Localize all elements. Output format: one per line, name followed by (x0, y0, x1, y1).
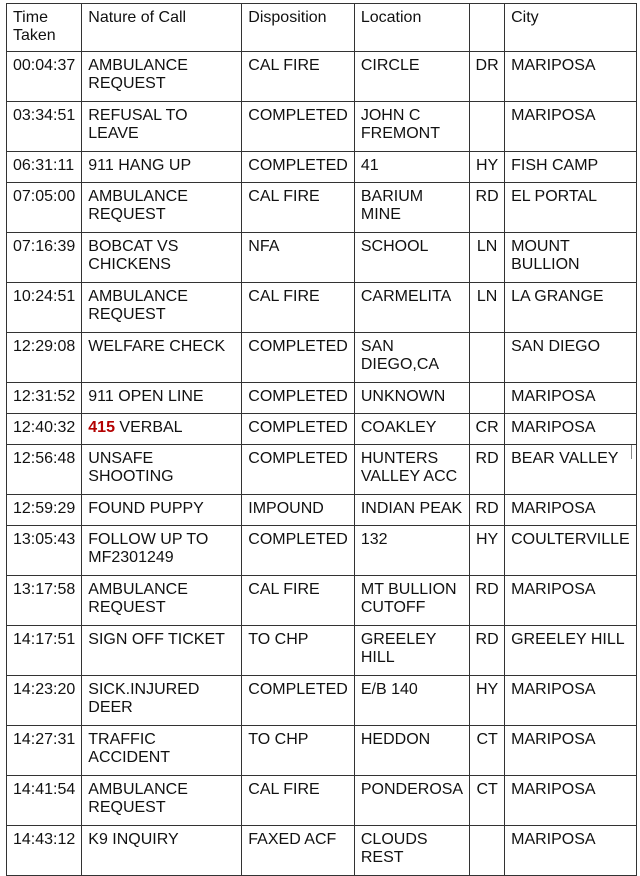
cell-disposition: CAL FIRE (242, 576, 355, 626)
cell-disposition: TO CHP (242, 626, 355, 676)
cell-disposition: COMPLETED (242, 102, 355, 152)
cell-city: EL PORTAL (505, 183, 637, 233)
cell-time: 14:23:20 (7, 676, 82, 726)
cell-disposition: COMPLETED (242, 445, 355, 495)
cell-city: MARIPOSA (505, 726, 637, 776)
cell-location: JOHN C FREMONT (354, 102, 469, 152)
table-row (7, 383, 637, 414)
cell-time: 10:24:51 (7, 283, 82, 333)
cell-disposition: CAL FIRE (242, 183, 355, 233)
cell-location: CIRCLE (354, 52, 469, 102)
table-row (7, 233, 637, 283)
table-row (7, 826, 637, 876)
header-suffix (470, 4, 505, 52)
cell-disposition: FAXED ACF (242, 826, 355, 876)
cell-time: 13:05:43 (7, 526, 82, 576)
table-row (7, 726, 637, 776)
cell-time: 00:04:37 (7, 52, 82, 102)
cell-disposition: COMPLETED (242, 383, 355, 414)
table-row (7, 776, 637, 826)
cell-time: 14:17:51 (7, 626, 82, 676)
cell-city: MARIPOSA (505, 102, 637, 152)
cell-suffix: RD (470, 445, 505, 495)
cell-nature: K9 INQUIRY (82, 826, 242, 876)
table-row (7, 676, 637, 726)
cell-time: 12:29:08 (7, 333, 82, 383)
cell-city: GREELEY HILL (505, 626, 637, 676)
cell-location: E/B 140 (354, 676, 469, 726)
cell-time: 12:31:52 (7, 383, 82, 414)
cell-nature: AMBULANCE REQUEST (82, 776, 242, 826)
cell-location: CLOUDS REST (354, 826, 469, 876)
cell-location: UNKNOWN (354, 383, 469, 414)
cell-disposition: COMPLETED (242, 676, 355, 726)
cell-city: MARIPOSA (505, 495, 637, 526)
header-location: Location (354, 4, 469, 52)
cell-city: MARIPOSA (505, 414, 637, 445)
cell-disposition: NFA (242, 233, 355, 283)
cell-disposition: CAL FIRE (242, 52, 355, 102)
cell-suffix: CR (470, 414, 505, 445)
cell-suffix: HY (470, 152, 505, 183)
cell-nature: SIGN OFF TICKET (82, 626, 242, 676)
cell-city: BEAR VALLEY (505, 445, 637, 495)
cell-time: 07:05:00 (7, 183, 82, 233)
cell-disposition: COMPLETED (242, 333, 355, 383)
cell-location: PONDEROSA (354, 776, 469, 826)
cell-disposition: IMPOUND (242, 495, 355, 526)
table-row (7, 495, 637, 526)
cell-suffix (470, 826, 505, 876)
cell-location: SCHOOL (354, 233, 469, 283)
cell-location: GREELEY HILL (354, 626, 469, 676)
cell-location: MT BULLION CUTOFF (354, 576, 469, 626)
cell-suffix: HY (470, 676, 505, 726)
cell-location: SAN DIEGO,CA (354, 333, 469, 383)
header-city: City (505, 4, 637, 52)
cell-suffix: DR (470, 52, 505, 102)
cell-location: COAKLEY (354, 414, 469, 445)
table-row (7, 52, 637, 102)
cell-nature: 911 OPEN LINE (82, 383, 242, 414)
cell-suffix (470, 333, 505, 383)
cell-suffix: CT (470, 776, 505, 826)
call-nature-text: VERBAL (114, 419, 183, 436)
cell-suffix (470, 383, 505, 414)
header-time: Time Taken (7, 4, 82, 52)
cell-time: 03:34:51 (7, 102, 82, 152)
table-row (7, 333, 637, 383)
cell-location: 132 (354, 526, 469, 576)
cell-nature: REFUSAL TO LEAVE (82, 102, 242, 152)
cell-location: HUNTERS VALLEY ACC (354, 445, 469, 495)
call-log-sheet (6, 3, 637, 876)
cell-nature: UNSAFE SHOOTING (82, 445, 242, 495)
cell-location: BARIUM MINE (354, 183, 469, 233)
table-row (7, 102, 637, 152)
cell-disposition: CAL FIRE (242, 776, 355, 826)
cell-nature: TRAFFIC ACCIDENT (82, 726, 242, 776)
cell-nature: FOUND PUPPY (82, 495, 242, 526)
cell-nature: SICK.INJURED DEER (82, 676, 242, 726)
cell-nature: AMBULANCE REQUEST (82, 183, 242, 233)
cell-time: 07:16:39 (7, 233, 82, 283)
cell-city: COULTERVILLE (505, 526, 637, 576)
call-code-highlight: 415 (88, 419, 115, 436)
scan-edge-mark (631, 445, 632, 459)
header-disposition: Disposition (242, 4, 355, 52)
cell-city: MARIPOSA (505, 52, 637, 102)
table-row (7, 445, 637, 495)
cell-nature: FOLLOW UP TO MF2301249 (82, 526, 242, 576)
cell-city: MARIPOSA (505, 676, 637, 726)
cell-location: INDIAN PEAK (354, 495, 469, 526)
cell-time: 14:43:12 (7, 826, 82, 876)
table-row (7, 283, 637, 333)
header-row (7, 4, 637, 52)
cell-time: 12:59:29 (7, 495, 82, 526)
cell-suffix: CT (470, 726, 505, 776)
table-row (7, 414, 637, 445)
cell-city: FISH CAMP (505, 152, 637, 183)
cell-disposition: COMPLETED (242, 414, 355, 445)
cell-time: 12:56:48 (7, 445, 82, 495)
cell-suffix: RD (470, 576, 505, 626)
cell-nature: AMBULANCE REQUEST (82, 283, 242, 333)
cell-time: 12:40:32 (7, 414, 82, 445)
cell-city: MARIPOSA (505, 826, 637, 876)
cell-nature: 911 HANG UP (82, 152, 242, 183)
cell-disposition: COMPLETED (242, 152, 355, 183)
table-row (7, 526, 637, 576)
cell-location: HEDDON (354, 726, 469, 776)
call-log-table (6, 3, 637, 876)
cell-time: 14:27:31 (7, 726, 82, 776)
cell-time: 13:17:58 (7, 576, 82, 626)
cell-city: MARIPOSA (505, 776, 637, 826)
cell-suffix: LN (470, 233, 505, 283)
table-row (7, 626, 637, 676)
cell-nature (82, 414, 242, 445)
cell-city: MARIPOSA (505, 383, 637, 414)
cell-time: 14:41:54 (7, 776, 82, 826)
cell-disposition: TO CHP (242, 726, 355, 776)
cell-suffix: HY (470, 526, 505, 576)
cell-city: MOUNT BULLION (505, 233, 637, 283)
table-row (7, 152, 637, 183)
header-nature: Nature of Call (82, 4, 242, 52)
cell-nature: BOBCAT VS CHICKENS (82, 233, 242, 283)
cell-suffix: LN (470, 283, 505, 333)
cell-disposition: COMPLETED (242, 526, 355, 576)
cell-city: MARIPOSA (505, 576, 637, 626)
cell-nature: AMBULANCE REQUEST (82, 576, 242, 626)
cell-suffix: RD (470, 183, 505, 233)
table-row (7, 183, 637, 233)
table-row (7, 576, 637, 626)
cell-location: 41 (354, 152, 469, 183)
cell-city: LA GRANGE (505, 283, 637, 333)
cell-suffix: RD (470, 495, 505, 526)
cell-city: SAN DIEGO (505, 333, 637, 383)
cell-location: CARMELITA (354, 283, 469, 333)
cell-time: 06:31:11 (7, 152, 82, 183)
cell-nature: AMBULANCE REQUEST (82, 52, 242, 102)
cell-nature: WELFARE CHECK (82, 333, 242, 383)
cell-suffix: RD (470, 626, 505, 676)
cell-suffix (470, 102, 505, 152)
cell-disposition: CAL FIRE (242, 283, 355, 333)
